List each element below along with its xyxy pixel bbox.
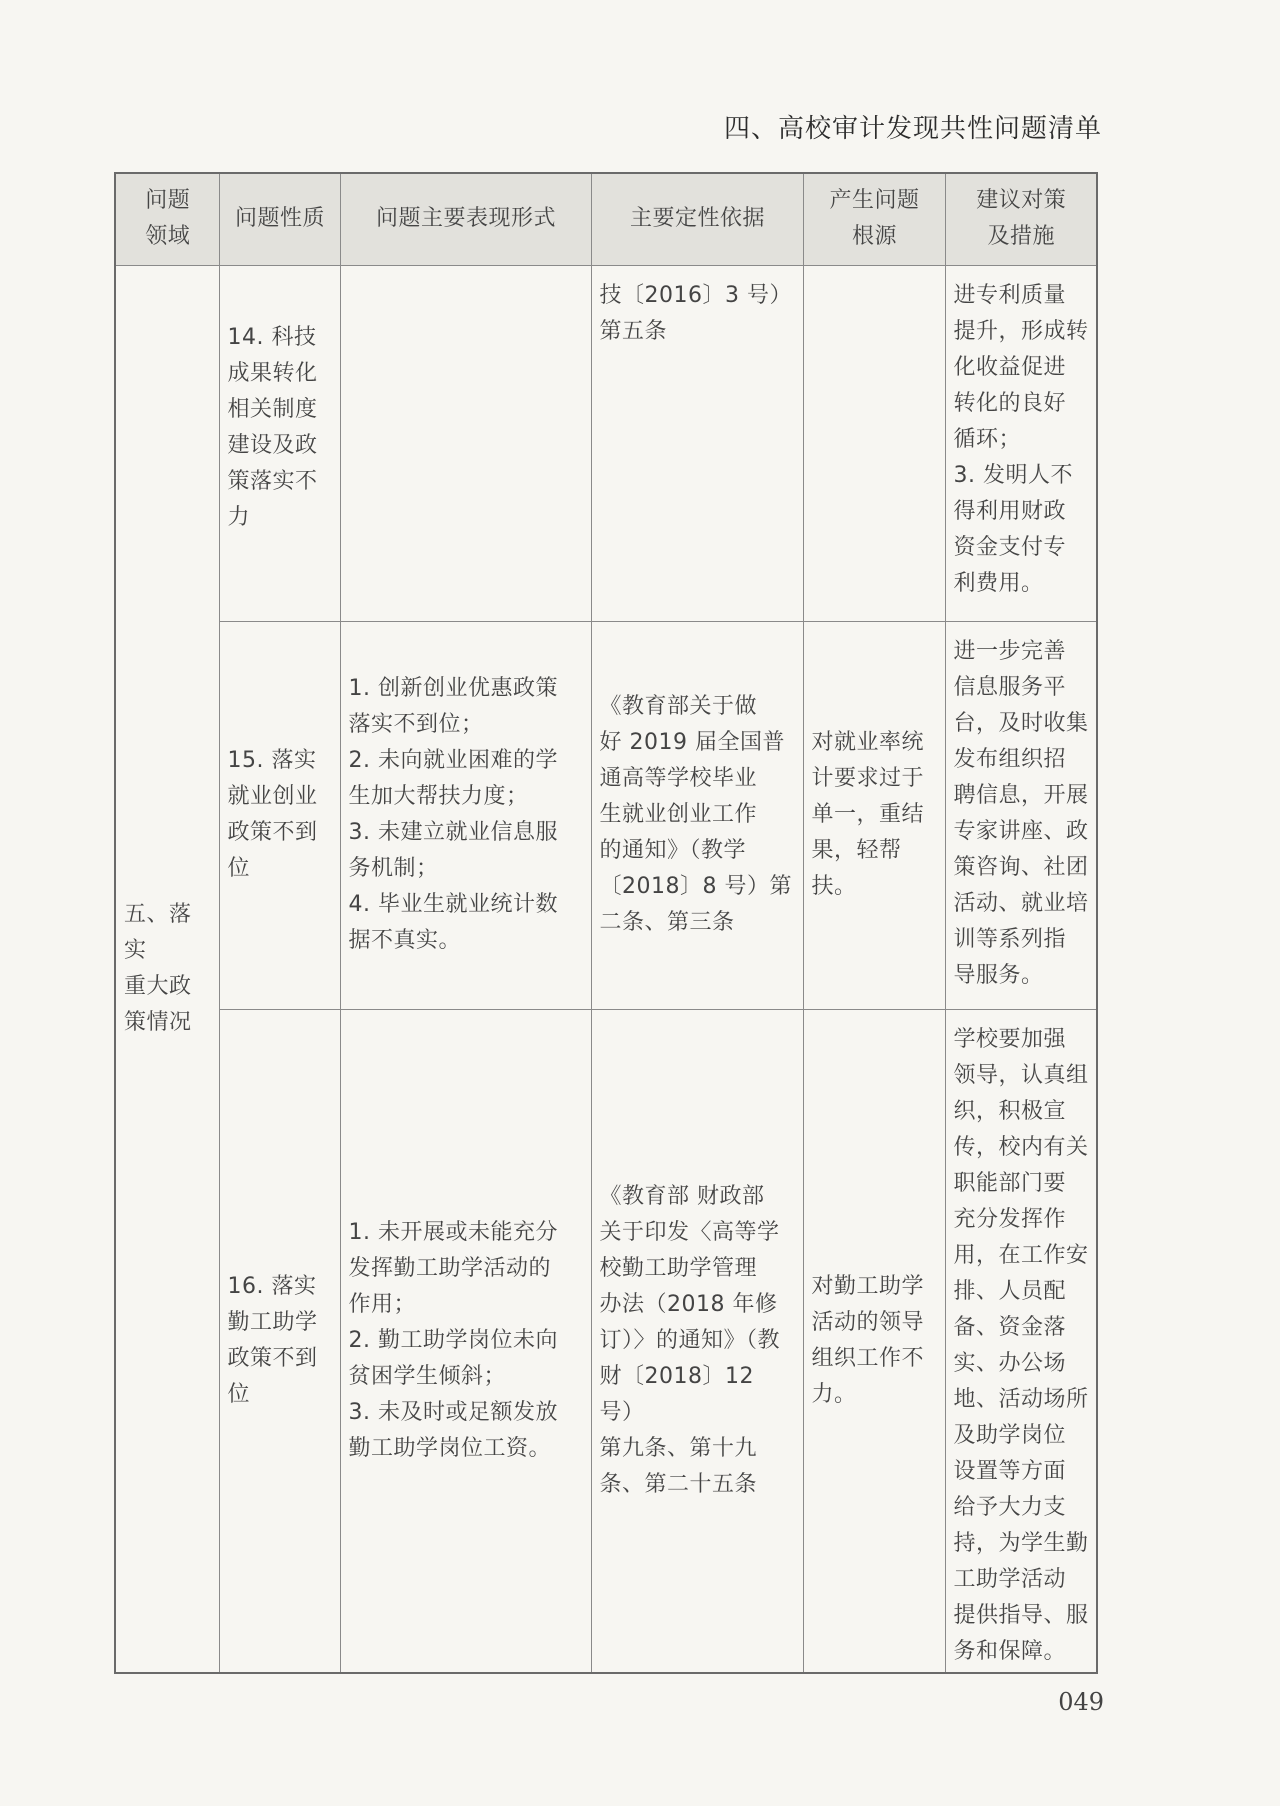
countermeasures-cell: 进一步完善 信息服务平 台，及时收集 发布组织招 聘信息，开展 专家讲座、政 策咨询、社团 活动、就业培 训等系列指 导服务。: [945, 621, 1097, 1009]
header-root-cause: 产生问题 根源: [803, 173, 945, 265]
header-basis: 主要定性依据: [591, 173, 803, 265]
nature-cell: 15. 落实 就业创业 政策不到 位: [219, 621, 340, 1009]
issue-area-cell: [115, 265, 219, 1673]
table-row: [115, 621, 1097, 1009]
header-manifestation: 问题主要表现形式: [340, 173, 591, 265]
basis-cell: 《教育部 财政部 关于印发〈高等学 校勤工助学管理 办法（2018 年修 订）〉的通知》（教 财〔2018〕12 号） 第九条、第十九 条、第二十五条: [591, 1009, 803, 1673]
countermeasures-cell: 进专利质量 提升，形成转 化收益促进 转化的良好 循环； 3. 发明人不 得利用财政 资金支付专 利费用。: [945, 265, 1097, 621]
manifestation-cell: 1. 创新创业优惠政策 落实不到位； 2. 未向就业困难的学 生加大帮扶力度； 3. 未建立就业信息服 务机制； 4. 毕业生就业统计数 据不真实。: [340, 621, 591, 1009]
header-area: 问题 领域: [115, 173, 219, 265]
nature-cell: 16. 落实 勤工助学 政策不到 位: [219, 1009, 340, 1673]
page-number: 049: [1058, 1688, 1104, 1716]
running-header: 四、高校审计发现共性问题清单: [723, 114, 1102, 144]
issue-area: 五、落实 重大政 策情况: [124, 901, 192, 1035]
basis-cell: 技〔2016〕3 号） 第五条: [591, 265, 803, 621]
nature-cell: 14. 科技 成果转化 相关制度 建设及政 策落实不 力: [219, 265, 340, 621]
manifestation-cell: [340, 265, 591, 621]
table-header-row: [115, 173, 1097, 265]
root-cause-cell: 对勤工助学 活动的领导 组织工作不 力。: [803, 1009, 945, 1673]
table-row: [115, 1009, 1097, 1673]
manifestation-cell: 1. 未开展或未能充分 发挥勤工助学活动的 作用； 2. 勤工助学岗位未向 贫困学生倾斜； 3. 未及时或足额发放 勤工助学岗位工资。: [340, 1009, 591, 1673]
header-countermeasures: 建议对策 及措施: [945, 173, 1097, 265]
audit-issues-table: [114, 172, 1098, 1674]
countermeasures-cell: 学校要加强 领导，认真组 织，积极宣 传，校内有关 职能部门要 充分发挥作 用，在工作安 排、人员配 备、资金落 实、办公场 地、活动场所 及助学岗位 设置等方面 给予大力支 持，为学生勤 工助学活动 提供指导、服 务和保障。: [945, 1009, 1097, 1673]
root-cause-cell: [803, 265, 945, 621]
basis-cell: 《教育部关于做 好 2019 届全国普 通高等学校毕业 生就业创业工作 的通知》（教学 〔2018〕8 号）第 二条、第三条: [591, 621, 803, 1009]
root-cause-cell: 对就业率统 计要求过于 单一，重结 果，轻帮扶。: [803, 621, 945, 1009]
table-row: [115, 265, 1097, 621]
header-nature: 问题性质: [219, 173, 340, 265]
